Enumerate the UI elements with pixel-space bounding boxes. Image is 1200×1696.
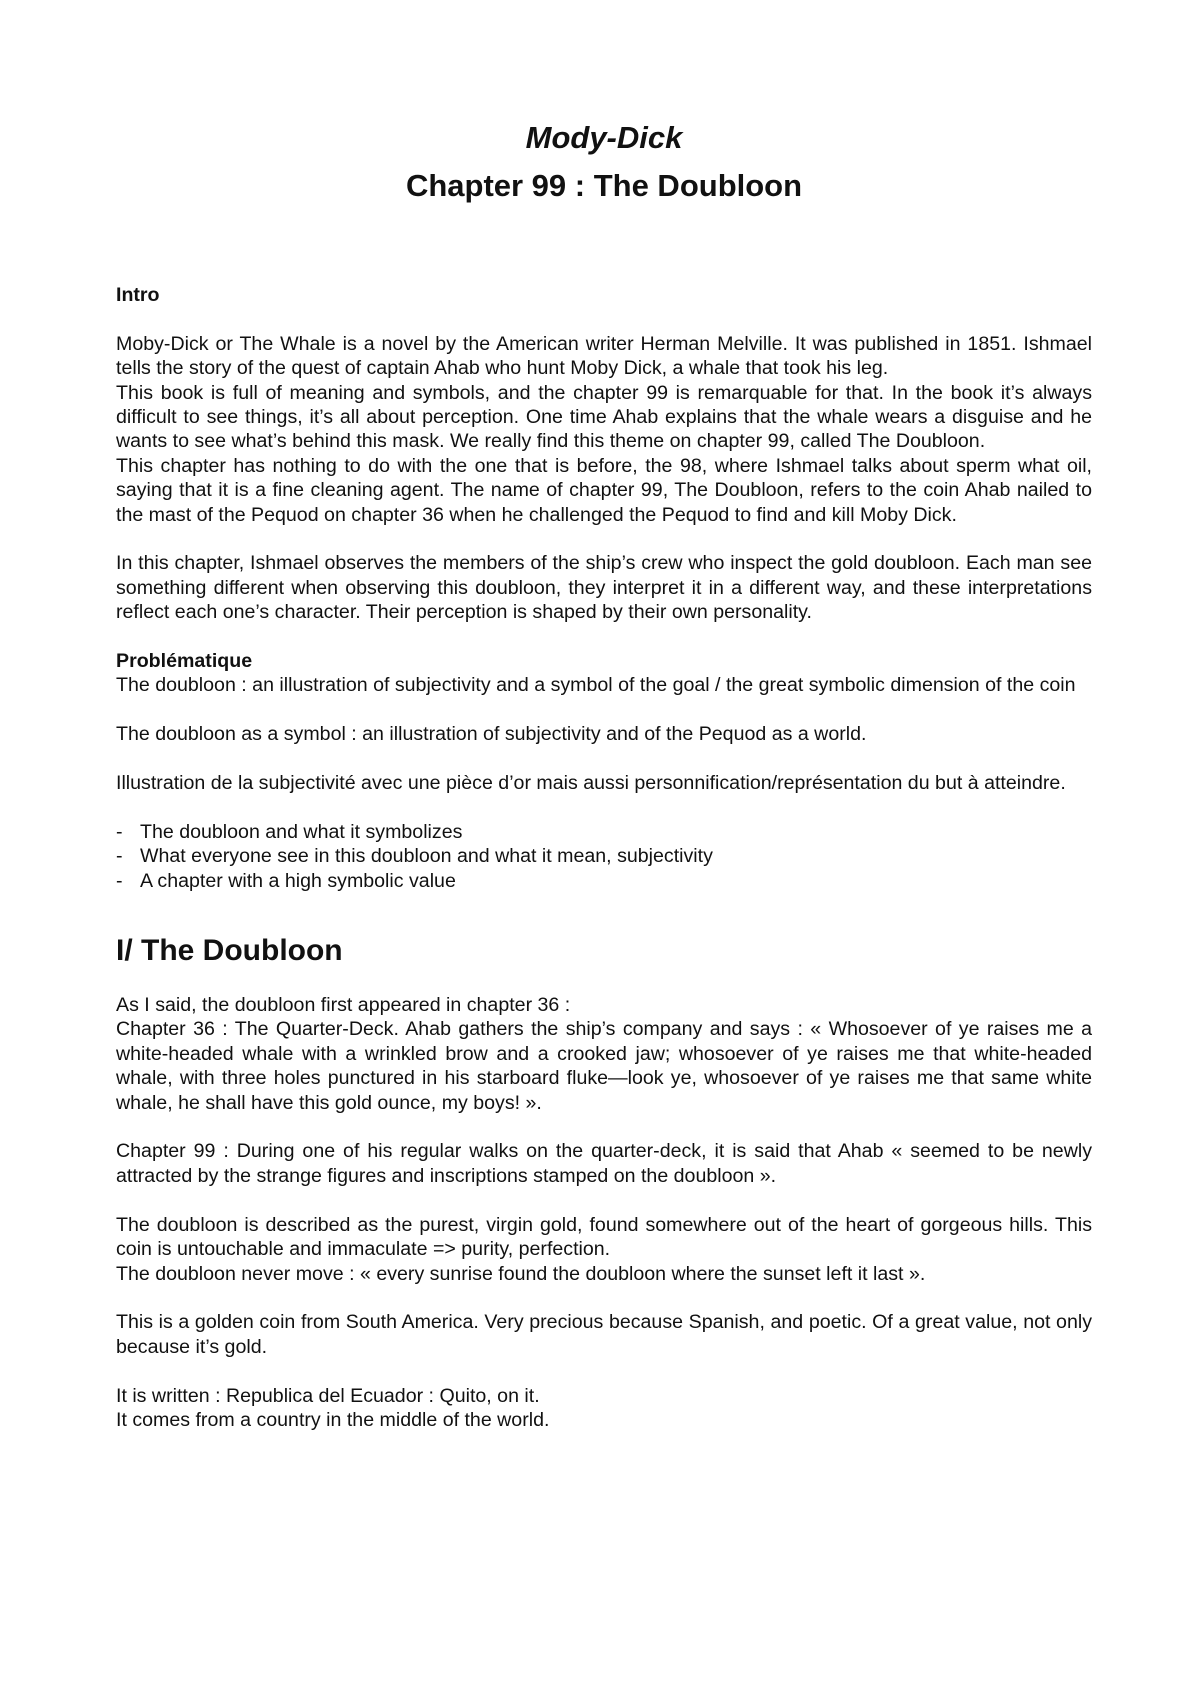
- problematique-line: The doubloon as a symbol : an illustration of subjectivity and of the Pequod as a world.: [116, 723, 867, 746]
- section-paragraph: The doubloon is described as the purest, virgin gold, found somewhere out of the heart of gorgeous hills. This coin is untouchable and immaculate => purity, perfection.: [116, 1213, 1092, 1261]
- section-paragraph: The doubloon never move : « every sunrise found the doubloon where the sunset left it last ».: [116, 1262, 926, 1285]
- document-title: Mody-Dick: [525, 120, 683, 155]
- intro-paragraph: In this chapter, Ishmael observes the members of the ship’s crew who inspect the gold doubloon. Each man see something different when observing this doubloon, they interpret it in a different way, and these interpretations reflect each one’s character. Their perception is shaped by their own personality.: [116, 552, 1092, 624]
- section-paragraph: As I said, the doubloon first appeared in chapter 36 :: [116, 994, 571, 1017]
- section-paragraph: It is written : Republica del Ecuador : Quito, on it.: [116, 1384, 540, 1407]
- problematique-line: The doubloon : an illustration of subjectivity and a symbol of the goal / the great symbolic dimension of the coin: [116, 674, 1076, 697]
- plan-list: [116, 820, 1092, 893]
- section-paragraph: It comes from a country in the middle of the world.: [116, 1408, 550, 1431]
- intro-paragraph: Moby-Dick or The Whale is a novel by the American writer Herman Melville. It was published in 1851. Ishmael tells the story of the quest of captain Ahab who hunt Moby Dick, a whale that took his leg.: [116, 332, 1092, 380]
- chapter-title: Chapter 99 : The Doubloon: [405, 168, 803, 203]
- section-heading: I/ The Doubloon: [116, 934, 343, 968]
- section-paragraph: Chapter 99 : During one of his regular walks on the quarter-deck, it is said that Ahab « seemed to be newly attracted by the strange figures and inscriptions stamped on the doubloon ».: [116, 1140, 1092, 1187]
- problematique-heading: Problématique: [116, 650, 253, 673]
- plan-item: - The doubloon and what it symbolizes: [116, 820, 1092, 844]
- document-body: [116, 283, 1092, 1432]
- intro-paragraph: This book is full of meaning and symbols, and the chapter 99 is remarquable for that. In the book it’s always difficult to see things, it’s all about perception. One time Ahab explains that the whale wears a disguise and he wants to see what’s behind this mask. We really find this theme on chapter 99, called The Doubloon.: [116, 381, 1092, 453]
- intro-heading: Intro: [116, 284, 160, 306]
- plan-item: - What everyone see in this doubloon and what it mean, subjectivity: [116, 844, 1092, 868]
- intro-paragraph: This chapter has nothing to do with the one that is before, the 98, where Ishmael talks about sperm what oil, saying that it is a fine cleaning agent. The name of chapter 99, The Doubloon, refers to the coin Ahab nailed to the mast of the Pequod on chapter 36 when he challenged the Pequod to find and kill Moby Dick.: [116, 454, 1092, 526]
- section-paragraph: This is a golden coin from South America. Very precious because Spanish, and poetic. Of a great value, not only because it’s gold.: [116, 1311, 1092, 1358]
- section-paragraph: Chapter 36 : The Quarter-Deck. Ahab gathers the ship’s company and says : « Whosoever of ye raises me a white-headed whale with a wrinkled brow and a crooked jaw; whosoever of ye raises me that white-headed whale, with three holes punctured in his starboard fluke—look ye, whosoever of ye raises me that same white whale, he shall have this gold ounce, my boys! ».: [116, 1018, 1092, 1114]
- plan-item: - A chapter with a high symbolic value: [116, 869, 1092, 893]
- problematique-line: Illustration de la subjectivité avec une pièce d’or mais aussi personnification/représentation du but à atteindre.: [116, 772, 1066, 795]
